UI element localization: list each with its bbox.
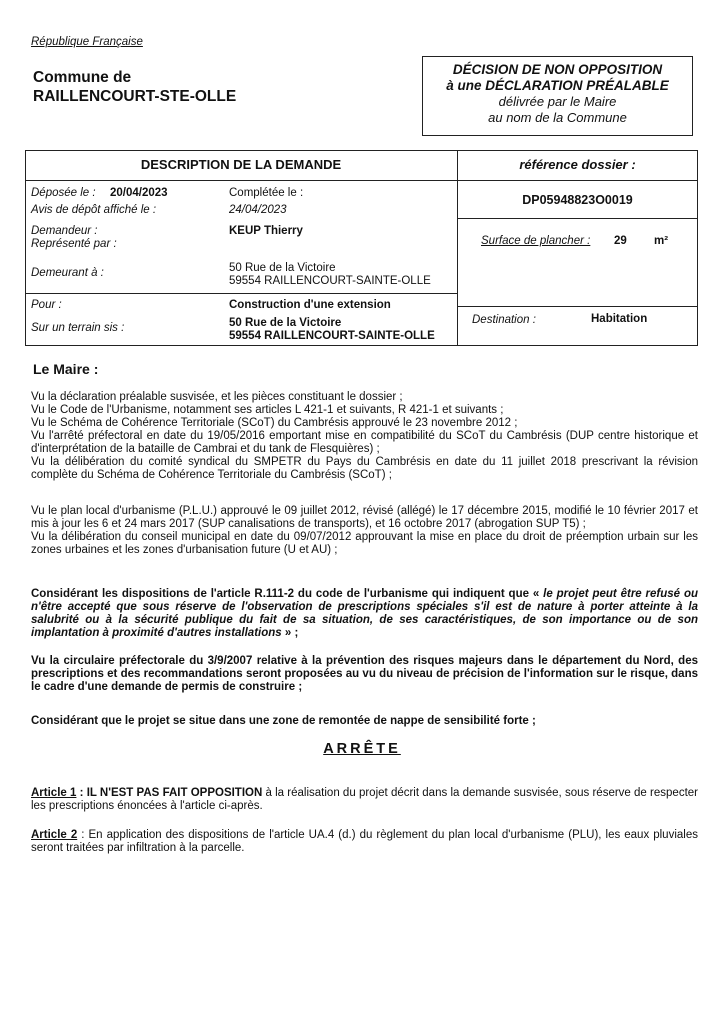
demandeur-value: KEUP Thierry bbox=[229, 225, 303, 237]
considerant-nappe: Considérant que le projet se situe dans une zone de remontée de nappe de sensibilité forte ; bbox=[31, 715, 536, 727]
vu-line: Vu le Code de l'Urbanisme, notamment ses articles L 421-1 et suivants, R 421-1 et suivants ; bbox=[31, 404, 504, 416]
completee-label: Complétée le : bbox=[229, 187, 304, 199]
commune-line2: RAILLENCOURT-STE-OLLE bbox=[33, 88, 237, 105]
pour-value: Construction d'une extension bbox=[229, 299, 391, 311]
description-title: DESCRIPTION DE LA DEMANDE bbox=[140, 157, 342, 172]
plu-paragraphs bbox=[31, 505, 698, 557]
maire-title: Le Maire : bbox=[33, 361, 99, 377]
considerant-r111-2-intro: Considérant les dispositions de l'article R.111-2 du code de l'urbanisme qui indiquent que « bbox=[31, 588, 544, 600]
article-2 bbox=[31, 829, 698, 855]
article-1-label: Article 1 bbox=[31, 787, 77, 799]
article-1-text: à la réalisation du projet décrit dans la demande susvisée, sous réserve de respecter les prescriptions énoncées à l'article ci-après. bbox=[31, 787, 698, 812]
terrain-label: Sur un terrain sis : bbox=[31, 322, 125, 334]
plu-line: Vu le plan local d'urbanisme (P.L.U.) approuvé le 09 juillet 2012, révisé (allégé) le 17 décembre 2015, modifié le 10 février 2017 et mis à jour les 6 et 24 mars 2017 (SUP canalisations de transports), et 16 octobre 2017 (abrogation SUP T5) ; bbox=[31, 505, 698, 530]
table-divider-pour bbox=[25, 293, 457, 294]
demeurant-label: Demeurant à : bbox=[31, 267, 104, 279]
demeurant-line2: 59554 RAILLENCOURT-SAINTE-OLLE bbox=[229, 275, 431, 287]
deposee-value: 20/04/2023 bbox=[110, 187, 168, 199]
commune-name bbox=[33, 68, 236, 106]
vu-line: Vu la délibération du comité syndical du SMPETR du Pays du Cambrésis en date du 11 juillet 2018 prescrivant la révision complète du Schéma de Cohérence Territoriale du Cambrésis (SCoT) ; bbox=[31, 456, 698, 481]
destination-value: Habitation bbox=[591, 313, 648, 325]
terrain-line2: 59554 RAILLENCOURT-SAINTE-OLLE bbox=[229, 330, 435, 342]
surface-unit: m² bbox=[654, 235, 669, 247]
considerant-r111-2-quote: le projet peut être refusé ou n'être accepté que sous réserve de l'observation de prescriptions spéciales s'il est de nature à porter atteinte à la salubrité ou à la sécurité publique du fait de sa situation, de ses caractéristiques, de son importance ou de son implantation à proximité d'autres installations bbox=[31, 588, 699, 639]
circulaire-paragraph: Vu la circulaire préfectorale du 3/9/2007 relative à la prévention des risques majeurs dans le département du Nord, des prescriptions et des recommandations seront proposées au vu du niveau de précision de l'information sur le risque, dans le cadre d'une demande de permis de construire ; bbox=[31, 655, 698, 693]
plu-line: Vu la délibération du conseil municipal en date du 09/07/2012 approuvant la mise en place du droit de préemption urbain sur les zones urbaines et les zones d'urbanisation future (U et AU) ; bbox=[31, 531, 698, 556]
article-2-text: : En application des dispositions de l'article UA.4 (d.) du règlement du plan local d'urbanisme (PLU), les eaux pluviales seront traitées par infiltration à la parcelle. bbox=[31, 829, 698, 854]
article-1 bbox=[31, 787, 698, 813]
table-divider-reference bbox=[457, 218, 698, 219]
reference-value: DP05948823O0019 bbox=[522, 193, 633, 207]
decision-on-behalf: au nom de la Commune bbox=[488, 110, 627, 125]
table-divider-header bbox=[25, 180, 698, 181]
demandeur-label: Demandeur : bbox=[31, 225, 98, 237]
article-2-label: Article 2 bbox=[31, 829, 78, 841]
reference-title: référence dossier : bbox=[519, 157, 636, 172]
decision-title-line2: à une DÉCLARATION PRÉALABLE bbox=[446, 78, 669, 93]
vu-paragraphs bbox=[31, 391, 698, 482]
republique-francaise: République Française bbox=[31, 36, 143, 48]
decision-title-line1: DÉCISION DE NON OPPOSITION bbox=[452, 62, 663, 77]
vu-line: Vu le Schéma de Cohérence Territoriale (SCoT) du Cambrésis approuvé le 23 novembre 2012 ; bbox=[31, 417, 518, 429]
considerant-r111-2 bbox=[31, 588, 698, 640]
surface-value: 29 bbox=[614, 235, 627, 247]
decision-box bbox=[422, 56, 693, 136]
surface-label: Surface de plancher : bbox=[481, 235, 591, 247]
terrain-line1: 50 Rue de la Victoire bbox=[229, 317, 342, 329]
demeurant-line1: 50 Rue de la Victoire bbox=[229, 262, 336, 274]
considerant-r111-2-end: » ; bbox=[281, 627, 299, 639]
article-1-bold: : IL N'EST PAS FAIT OPPOSITION bbox=[76, 787, 263, 799]
arrete-title: ARRÊTE bbox=[323, 741, 401, 757]
decision-delivered: délivrée par le Maire bbox=[498, 94, 617, 109]
destination-label: Destination : bbox=[472, 314, 536, 326]
represente-label: Représenté par : bbox=[31, 238, 117, 250]
pour-label: Pour : bbox=[31, 299, 62, 311]
table-divider-destination bbox=[457, 306, 698, 307]
commune-line1: Commune de bbox=[33, 69, 132, 86]
avis-label: Avis de dépôt affiché le : bbox=[31, 204, 157, 216]
avis-value: 24/04/2023 bbox=[229, 204, 287, 216]
deposee-label: Déposée le : bbox=[31, 187, 96, 199]
vu-line: Vu la déclaration préalable susvisée, et les pièces constituant le dossier ; bbox=[31, 391, 403, 403]
vu-line: Vu l'arrêté préfectoral en date du 19/05/2016 emportant mise en compatibilité du SCoT du Cambrésis (DUP centre historique et d'interprétation de la bataille de Cambrai et du tank de Flesquières) ; bbox=[31, 430, 698, 455]
